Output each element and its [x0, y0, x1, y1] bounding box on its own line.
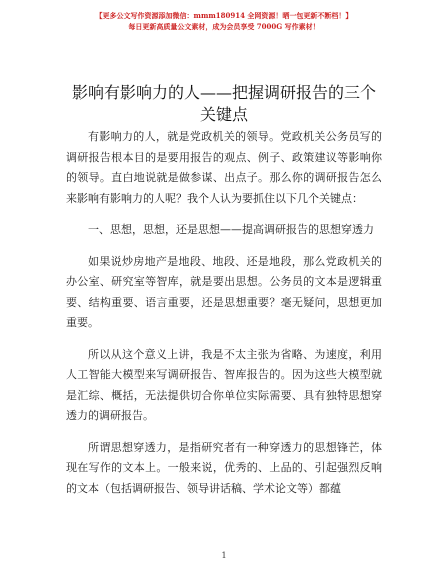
promo-banner-line-2: 每日更新高质量公文素材，成为会员享受 7000G 写作素材！	[128, 22, 320, 31]
page-number: 1	[221, 551, 227, 560]
promo-banner	[0, 10, 448, 32]
paragraph-2: 如果说炒房地产是地段、地段、还是地段，那么党政机关的办公室、研究室等智库，就是要出思想。公务员的文本是逻辑重要、结构重要、语言重要，还是思想重要？毫无疑问，思想更加重要。	[66, 254, 382, 329]
paragraph-3: 所以从这个意义上讲，我是不太主张为省略、为速度，利用人工智能大模型来写调研报告、智库报告的。因为这些大模型就是汇综、概括，无法提供切合你单位实际需要、具有独特思想穿透力的调研报告。	[66, 347, 382, 422]
document-body	[66, 127, 382, 510]
document-title: 影响有影响力的人——把握调研报告的三个关键点	[71, 83, 376, 124]
section-heading-1: 一、思想，思想，还是思想——提高调研报告的思想穿透力	[88, 223, 374, 236]
paragraph-4: 所谓思想穿透力，是指研究者有一种穿透力的思想锋芒，体现在写作的文本上。一般来说，优秀的、上品的、引起强烈反响的文本（包括调研报告、领导讲话稿、学术论文等）都蕴	[66, 440, 382, 495]
promo-banner-line-1: 【更多公文写作资源添加微信：mmm180914 全网资源！晒一包更新不断档！】	[95, 11, 353, 20]
paragraph-intro: 有影响力的人，就是党政机关的领导。党政机关公务员写的调研报告根本目的是要用报告的观点、例子、政策建议等影响你的领导。直白地说就是做参谋、出点子。那么你的调研报告怎么来影响有影响力的人呢？我个人认为要抓住以下几个关键点：	[66, 130, 382, 205]
